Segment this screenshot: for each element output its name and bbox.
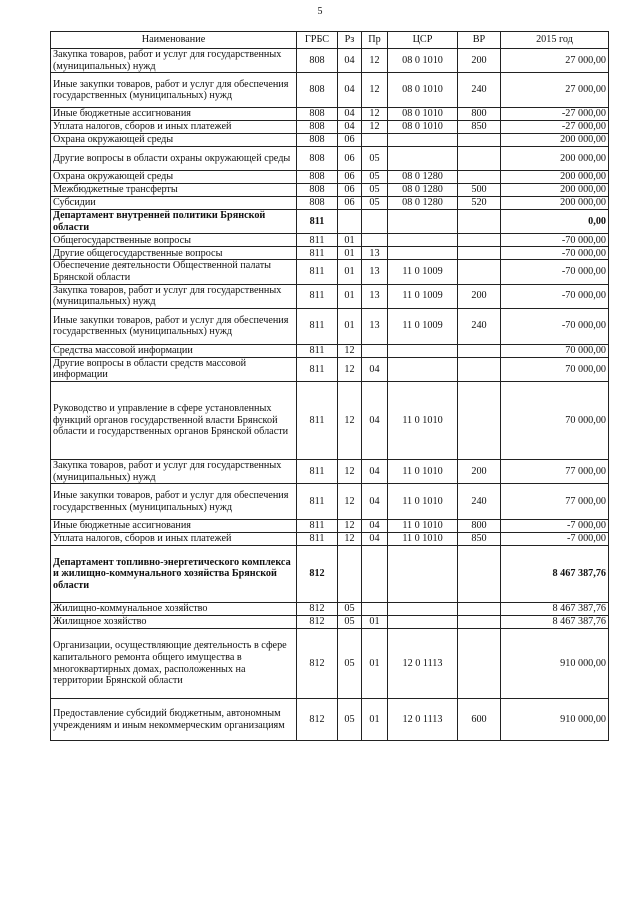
row-pr	[362, 234, 388, 247]
row-name: Обеспечение деятельности Общественной палаты Брянской области	[51, 260, 297, 284]
row-amount: 70 000,00	[501, 357, 609, 381]
row-rz: 01	[338, 260, 362, 284]
row-vr: 240	[458, 484, 501, 520]
row-name: Иные закупки товаров, работ и услуг для обеспечения государственных (муниципальных) нужд	[51, 73, 297, 108]
row-name: Руководство и управление в сфере установленных функций органов государственной власти Брянской области и государственных органов Брянской области	[51, 381, 297, 459]
row-grbs: 811	[297, 357, 338, 381]
row-pr: 01	[362, 629, 388, 699]
row-grbs: 808	[297, 184, 338, 197]
row-name: Другие общегосударственные вопросы	[51, 247, 297, 260]
table-row	[51, 616, 609, 629]
row-name: Субсидии	[51, 197, 297, 210]
row-vr: 240	[458, 308, 501, 344]
row-vr: 600	[458, 699, 501, 741]
row-csr: 08 0 1010	[388, 108, 458, 121]
row-pr: 05	[362, 184, 388, 197]
row-vr	[458, 357, 501, 381]
row-rz: 05	[338, 603, 362, 616]
row-rz: 04	[338, 121, 362, 134]
row-name: Организации, осуществляющие деятельность в сфере капитального ремонта общего имущества в многоквартирных домах, расположенных на территории Брянской области	[51, 629, 297, 699]
row-amount: -70 000,00	[501, 260, 609, 284]
header-vr: ВР	[458, 32, 501, 49]
table-row	[51, 484, 609, 520]
page-number: 5	[317, 6, 323, 17]
row-rz: 05	[338, 616, 362, 629]
row-pr	[362, 344, 388, 357]
table-row	[51, 603, 609, 616]
row-grbs: 811	[297, 520, 338, 533]
row-pr: 13	[362, 308, 388, 344]
header-csr: ЦСР	[388, 32, 458, 49]
row-amount: -27 000,00	[501, 108, 609, 121]
row-rz: 01	[338, 247, 362, 260]
table-row	[51, 210, 609, 234]
row-csr: 08 0 1280	[388, 184, 458, 197]
table-row	[51, 171, 609, 184]
table-row	[51, 184, 609, 197]
row-rz: 12	[338, 459, 362, 483]
row-vr: 800	[458, 108, 501, 121]
row-grbs: 811	[297, 260, 338, 284]
row-csr: 08 0 1010	[388, 49, 458, 73]
row-csr: 08 0 1280	[388, 171, 458, 184]
row-pr: 12	[362, 49, 388, 73]
row-name: Межбюджетные трансферты	[51, 184, 297, 197]
table-row	[51, 73, 609, 108]
row-amount: 8 467 387,76	[501, 603, 609, 616]
row-name: Департамент топливно-энергетического комплекса и жилищно-коммунального хозяйства Брянской области	[51, 546, 297, 603]
row-pr: 04	[362, 484, 388, 520]
row-name: Предоставление субсидий бюджетным, автономным учреждениям и иным некоммерческим организациям	[51, 699, 297, 741]
row-vr	[458, 247, 501, 260]
row-grbs: 812	[297, 546, 338, 603]
row-amount: -27 000,00	[501, 121, 609, 134]
row-csr: 11 0 1010	[388, 484, 458, 520]
row-amount: -7 000,00	[501, 520, 609, 533]
row-csr	[388, 616, 458, 629]
row-grbs: 808	[297, 134, 338, 147]
row-grbs: 812	[297, 616, 338, 629]
row-csr: 08 0 1010	[388, 73, 458, 108]
row-rz: 12	[338, 357, 362, 381]
row-csr: 08 0 1280	[388, 197, 458, 210]
row-pr: 04	[362, 520, 388, 533]
row-rz	[338, 210, 362, 234]
row-pr: 04	[362, 533, 388, 546]
row-pr: 05	[362, 197, 388, 210]
row-amount: -70 000,00	[501, 234, 609, 247]
row-name: Другие вопросы в области средств массовой информации	[51, 357, 297, 381]
row-csr: 12 0 1113	[388, 629, 458, 699]
row-pr: 05	[362, 147, 388, 171]
row-rz: 12	[338, 484, 362, 520]
row-csr: 11 0 1010	[388, 381, 458, 459]
row-name: Охрана окружающей среды	[51, 171, 297, 184]
row-vr: 850	[458, 121, 501, 134]
row-rz: 06	[338, 197, 362, 210]
table-row	[51, 147, 609, 171]
header-rz: Рз	[338, 32, 362, 49]
row-rz: 01	[338, 234, 362, 247]
row-pr: 12	[362, 108, 388, 121]
row-csr	[388, 210, 458, 234]
row-grbs: 808	[297, 108, 338, 121]
row-name: Уплата налогов, сборов и иных платежей	[51, 121, 297, 134]
row-name: Закупка товаров, работ и услуг для государственных (муниципальных) нужд	[51, 284, 297, 308]
row-amount: 910 000,00	[501, 629, 609, 699]
row-rz: 01	[338, 284, 362, 308]
row-vr: 850	[458, 533, 501, 546]
row-name: Закупка товаров, работ и услуг для государственных (муниципальных) нужд	[51, 459, 297, 483]
row-grbs: 811	[297, 344, 338, 357]
row-csr	[388, 546, 458, 603]
row-pr: 13	[362, 260, 388, 284]
row-name: Охрана окружающей среды	[51, 134, 297, 147]
row-name: Другие вопросы в области охраны окружающей среды	[51, 147, 297, 171]
row-vr: 200	[458, 284, 501, 308]
row-amount: -70 000,00	[501, 247, 609, 260]
row-csr: 11 0 1009	[388, 308, 458, 344]
row-grbs: 811	[297, 484, 338, 520]
header-grbs: ГРБС	[297, 32, 338, 49]
row-amount: 27 000,00	[501, 73, 609, 108]
table-row	[51, 533, 609, 546]
row-vr: 240	[458, 73, 501, 108]
row-amount: 70 000,00	[501, 344, 609, 357]
row-amount: 910 000,00	[501, 699, 609, 741]
row-pr: 05	[362, 171, 388, 184]
row-grbs: 808	[297, 121, 338, 134]
table-row	[51, 381, 609, 459]
row-vr	[458, 603, 501, 616]
row-amount: 70 000,00	[501, 381, 609, 459]
row-csr	[388, 603, 458, 616]
row-name: Уплата налогов, сборов и иных платежей	[51, 533, 297, 546]
row-amount: -7 000,00	[501, 533, 609, 546]
table-row	[51, 520, 609, 533]
row-grbs: 811	[297, 247, 338, 260]
row-pr: 13	[362, 284, 388, 308]
row-grbs: 808	[297, 171, 338, 184]
row-grbs: 812	[297, 699, 338, 741]
table-row	[51, 234, 609, 247]
header-year: 2015 год	[501, 32, 609, 49]
row-csr: 11 0 1010	[388, 459, 458, 483]
row-name: Общегосударственные вопросы	[51, 234, 297, 247]
row-vr	[458, 210, 501, 234]
row-grbs: 808	[297, 147, 338, 171]
row-csr: 08 0 1010	[388, 121, 458, 134]
row-vr	[458, 171, 501, 184]
row-vr	[458, 260, 501, 284]
row-grbs: 812	[297, 603, 338, 616]
row-name: Жилищно-коммунальное хозяйство	[51, 603, 297, 616]
row-pr	[362, 134, 388, 147]
row-pr: 13	[362, 247, 388, 260]
table-row	[51, 308, 609, 344]
row-csr: 11 0 1010	[388, 533, 458, 546]
row-vr	[458, 546, 501, 603]
row-csr	[388, 344, 458, 357]
table-row	[51, 284, 609, 308]
row-pr: 01	[362, 616, 388, 629]
header-name: Наименование	[51, 32, 297, 49]
row-rz: 05	[338, 629, 362, 699]
row-vr: 500	[458, 184, 501, 197]
table-row	[51, 49, 609, 73]
row-rz: 05	[338, 699, 362, 741]
row-vr: 200	[458, 459, 501, 483]
row-name: Иные закупки товаров, работ и услуг для обеспечения государственных (муниципальных) нужд	[51, 484, 297, 520]
row-pr	[362, 210, 388, 234]
row-csr	[388, 357, 458, 381]
row-grbs: 808	[297, 197, 338, 210]
row-pr: 04	[362, 459, 388, 483]
row-vr	[458, 344, 501, 357]
row-amount: 8 467 387,76	[501, 616, 609, 629]
row-vr	[458, 134, 501, 147]
row-grbs: 811	[297, 381, 338, 459]
table-row	[51, 121, 609, 134]
row-name: Закупка товаров, работ и услуг для государственных (муниципальных) нужд	[51, 49, 297, 73]
row-pr	[362, 603, 388, 616]
row-grbs: 811	[297, 210, 338, 234]
row-name: Жилищное хозяйство	[51, 616, 297, 629]
row-csr	[388, 147, 458, 171]
row-rz: 04	[338, 108, 362, 121]
row-vr	[458, 381, 501, 459]
table-row	[51, 629, 609, 699]
header-pr: Пр	[362, 32, 388, 49]
row-amount: 200 000,00	[501, 197, 609, 210]
row-rz: 12	[338, 520, 362, 533]
row-csr: 11 0 1009	[388, 260, 458, 284]
row-grbs: 811	[297, 459, 338, 483]
row-amount: 200 000,00	[501, 171, 609, 184]
table-row	[51, 197, 609, 210]
table-row	[51, 344, 609, 357]
table-row	[51, 108, 609, 121]
row-rz: 06	[338, 147, 362, 171]
row-amount: 27 000,00	[501, 49, 609, 73]
row-vr: 800	[458, 520, 501, 533]
table-row	[51, 459, 609, 483]
row-name: Иные бюджетные ассигнования	[51, 520, 297, 533]
table-row	[51, 247, 609, 260]
row-rz: 04	[338, 73, 362, 108]
row-pr: 04	[362, 381, 388, 459]
row-rz: 12	[338, 344, 362, 357]
row-pr: 12	[362, 121, 388, 134]
row-name: Иные бюджетные ассигнования	[51, 108, 297, 121]
row-csr: 11 0 1009	[388, 284, 458, 308]
budget-table	[50, 31, 609, 741]
row-rz: 06	[338, 134, 362, 147]
row-amount: 200 000,00	[501, 184, 609, 197]
row-amount: 200 000,00	[501, 147, 609, 171]
row-rz: 04	[338, 49, 362, 73]
row-amount: 0,00	[501, 210, 609, 234]
row-grbs: 808	[297, 73, 338, 108]
row-grbs: 811	[297, 533, 338, 546]
row-csr: 11 0 1010	[388, 520, 458, 533]
table-row	[51, 134, 609, 147]
row-vr	[458, 147, 501, 171]
row-rz: 06	[338, 184, 362, 197]
row-csr	[388, 234, 458, 247]
row-rz: 06	[338, 171, 362, 184]
row-grbs: 812	[297, 629, 338, 699]
table-row	[51, 357, 609, 381]
row-pr: 04	[362, 357, 388, 381]
row-rz: 12	[338, 381, 362, 459]
table-row	[51, 546, 609, 603]
row-rz	[338, 546, 362, 603]
row-amount: -70 000,00	[501, 284, 609, 308]
row-csr	[388, 247, 458, 260]
row-name: Иные закупки товаров, работ и услуг для обеспечения государственных (муниципальных) нужд	[51, 308, 297, 344]
row-grbs: 811	[297, 284, 338, 308]
row-pr: 12	[362, 73, 388, 108]
header-row	[51, 32, 609, 49]
row-vr	[458, 629, 501, 699]
row-vr	[458, 234, 501, 247]
row-amount: -70 000,00	[501, 308, 609, 344]
row-csr: 12 0 1113	[388, 699, 458, 741]
row-amount: 77 000,00	[501, 459, 609, 483]
row-grbs: 811	[297, 308, 338, 344]
row-csr	[388, 134, 458, 147]
row-rz: 01	[338, 308, 362, 344]
row-vr: 520	[458, 197, 501, 210]
row-vr: 200	[458, 49, 501, 73]
row-vr	[458, 616, 501, 629]
row-name: Департамент внутренней политики Брянской области	[51, 210, 297, 234]
table-row	[51, 260, 609, 284]
row-name: Средства массовой информации	[51, 344, 297, 357]
row-amount: 200 000,00	[501, 134, 609, 147]
row-amount: 77 000,00	[501, 484, 609, 520]
row-grbs: 811	[297, 234, 338, 247]
row-grbs: 808	[297, 49, 338, 73]
row-rz: 12	[338, 533, 362, 546]
table-row	[51, 699, 609, 741]
row-pr	[362, 546, 388, 603]
row-pr: 01	[362, 699, 388, 741]
row-amount: 8 467 387,76	[501, 546, 609, 603]
